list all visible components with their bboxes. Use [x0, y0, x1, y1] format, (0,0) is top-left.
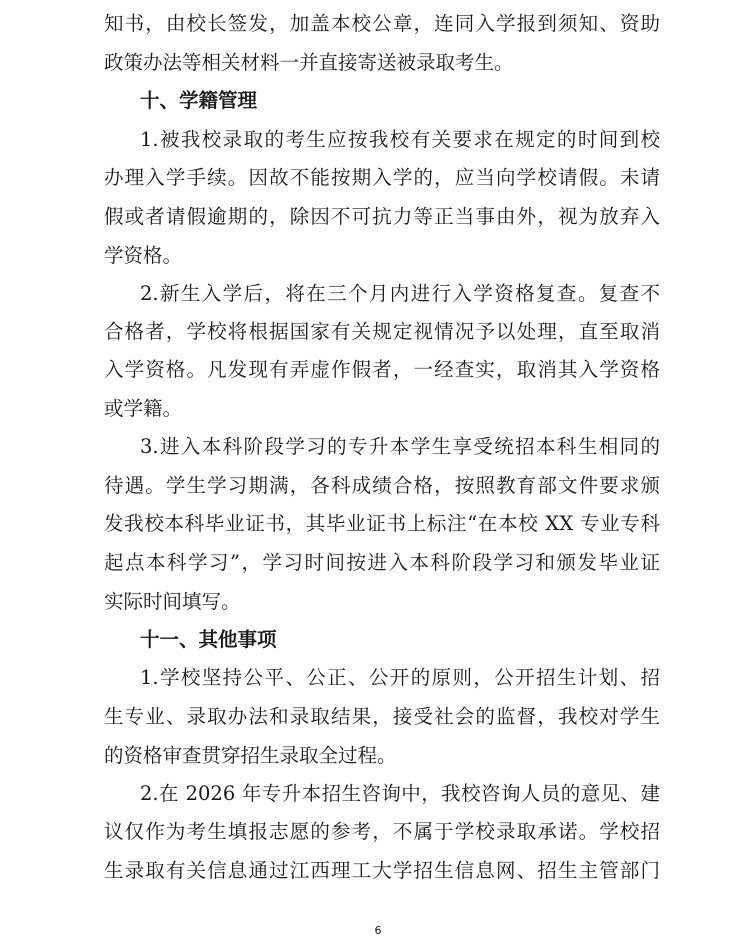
page-number: 6 [374, 924, 382, 937]
section-heading-11: 十一、其他事项 [140, 628, 277, 651]
body-text-line: 或学籍。 [104, 397, 183, 420]
body-text-line: 待遇。学生学习期满，各科成绩合格，按照教育部文件要求颁 [104, 474, 660, 497]
body-text-line: 办理入学手续。因故不能按期入学的，应当向学校请假。未请 [104, 166, 660, 189]
section-heading-10: 十、学籍管理 [140, 89, 258, 112]
body-text-line: 实际时间填写。 [104, 590, 241, 613]
body-text-line: 入学资格。凡发现有弄虚作假者，一经查实，取消其入学资格 [104, 358, 660, 381]
body-text-line: 政策办法等相关材料一并直接寄送被录取考生。 [104, 51, 514, 74]
body-text-line: 学资格。 [104, 244, 183, 267]
body-text-line: 1.被我校录取的考生应按我校有关要求在规定的时间到校 [140, 128, 660, 151]
body-text-line: 1.学校坚持公平、公正、公开的原则，公开招生计划、招 [140, 666, 660, 689]
body-text-line: 假或者请假逾期的，除因不可抗力等正当事由外，视为放弃入 [104, 205, 660, 228]
body-text-line: 2.在 2026 年专升本招生咨询中，我校咨询人员的意见、建 [140, 782, 660, 805]
body-text-line: 3.进入本科阶段学习的专升本学生享受统招本科生相同的 [140, 435, 660, 458]
body-text-line: 2.新生入学后，将在三个月内进行入学资格复查。复查不 [140, 282, 660, 305]
body-text-line: 的资格审查贯穿招生录取全过程。 [104, 744, 397, 767]
body-text-line: 生专业、录取办法和录取结果，接受社会的监督，我校对学生 [104, 705, 660, 728]
body-text-line: 发我校本科毕业证书，其毕业证书上标注“在本校 XX 专业专科 [104, 512, 660, 535]
body-text-line: 知书，由校长签发，加盖本校公章，连同入学报到须知、资助 [104, 12, 660, 35]
body-text-line: 起点本科学习”，学习时间按进入本科阶段学习和颁发毕业证 [104, 551, 660, 574]
body-text-line: 合格者，学校将根据国家有关规定视情况予以处理，直至取消 [104, 320, 660, 343]
body-text-line: 议仅作为考生填报志愿的参考，不属于学校录取承诺。学校招 [104, 820, 660, 843]
body-text-line: 生录取有关信息通过江西理工大学招生信息网、招生主管部门 [104, 859, 660, 882]
